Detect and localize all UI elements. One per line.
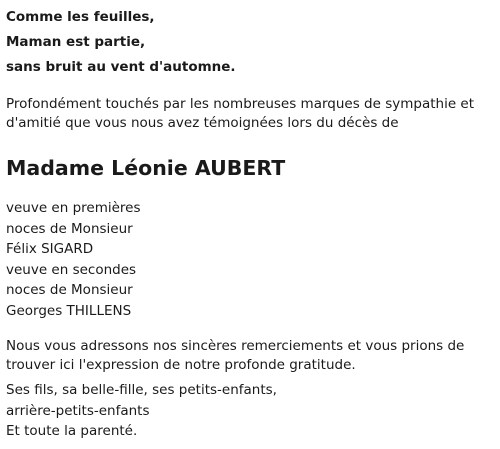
- family-line: arrière-petits-enfants: [6, 402, 150, 419]
- poem: [6, 5, 494, 80]
- widowhood-line: veuve en premières: [6, 200, 141, 216]
- family-line: Et toute la parenté.: [6, 423, 138, 439]
- widowhood-line: noces de Monsieur: [6, 282, 133, 298]
- family-line: Ses fils, sa belle-fille, ses petits-enfants,: [6, 382, 277, 398]
- thank-you-notice: [6, 0, 494, 442]
- poem-line: Maman est partie,: [6, 34, 146, 50]
- poem-line: sans bruit au vent d'automne.: [6, 59, 236, 75]
- widowhood-line: veuve en secondes: [6, 261, 137, 278]
- widowhood-line: Félix SIGARD: [6, 241, 94, 257]
- family-signature: [6, 380, 494, 442]
- deceased-name: Madame Léonie AUBERT: [6, 156, 286, 180]
- poem-line: Comme les feuilles,: [6, 9, 155, 25]
- widowhood-line: Georges THILLENS: [6, 302, 132, 319]
- widowhood-line: noces de Monsieur: [6, 220, 133, 237]
- thanks-paragraph: Nous vous adressons nos sincères remerciements et vous prions de trouver ici l'expression de notre profonde gratitude.: [6, 338, 465, 373]
- intro-paragraph: Profondément touchés par les nombreuses marques de sympathie et d'amitié que vous nous avez témoignées lors du décès de: [6, 96, 475, 131]
- widowhood-details: [6, 198, 494, 321]
